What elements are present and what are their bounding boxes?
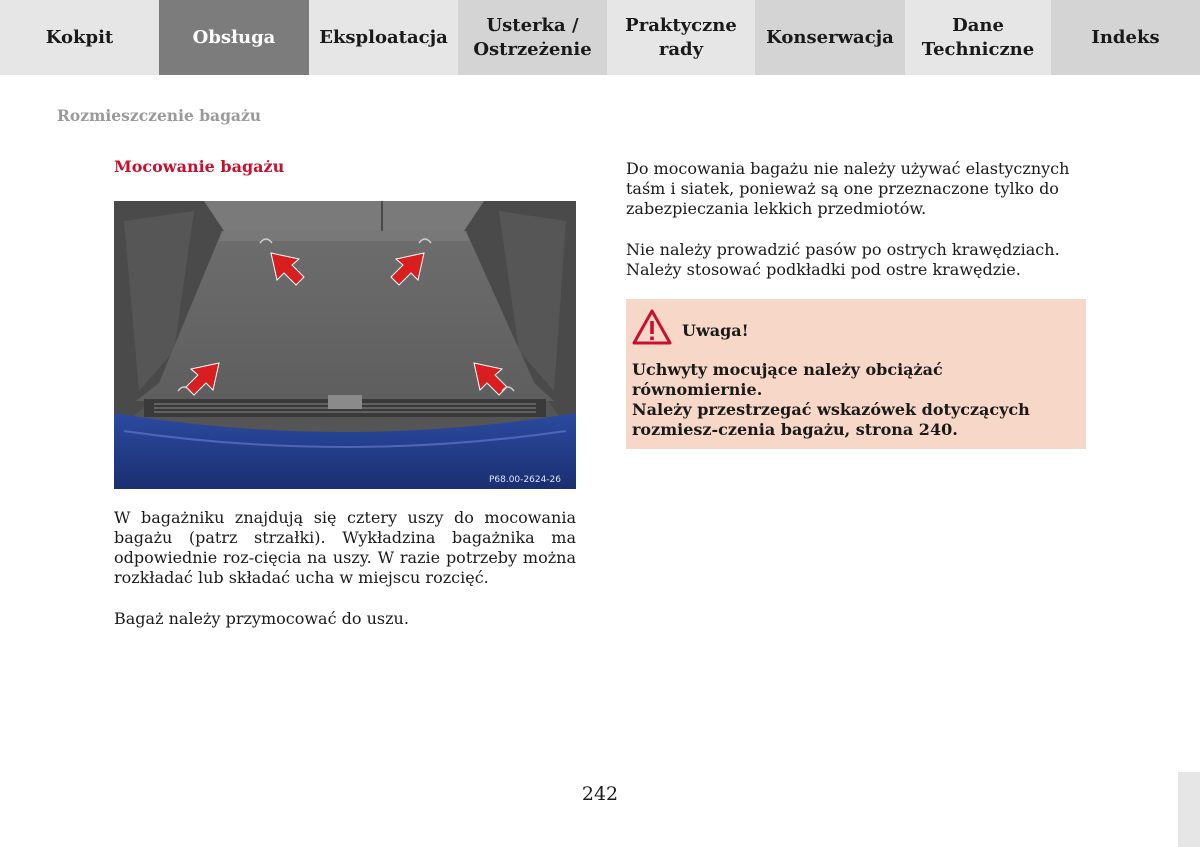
right-paragraph-2-line: Nie należy prowadzić pasów po ostrych krawędziach. bbox=[626, 240, 1060, 259]
tab-dane-techniczne[interactable] bbox=[905, 0, 1051, 75]
right-paragraph-2 bbox=[626, 240, 1088, 280]
chapter-nav bbox=[0, 0, 1200, 75]
tab-konserwacja[interactable] bbox=[755, 0, 905, 75]
tab-label-line: Dane bbox=[952, 14, 1004, 36]
tab-label: Indeks bbox=[1091, 26, 1160, 48]
tab-label-line: rady bbox=[658, 38, 704, 60]
subsection-heading: Mocowanie bagażu bbox=[114, 157, 285, 176]
section-title: Rozmieszczenie bagażu bbox=[57, 106, 262, 125]
warning-box bbox=[626, 299, 1086, 449]
tab-label: Konserwacja bbox=[766, 26, 894, 48]
tab-label-line: Ostrzeżenie bbox=[473, 38, 592, 60]
tab-label: Kokpit bbox=[45, 26, 114, 48]
right-paragraph-2-line: Należy stosować podkładki pod ostre krawędzie. bbox=[626, 260, 1021, 279]
tab-kokpit[interactable] bbox=[0, 0, 159, 75]
warning-title: Uwaga! bbox=[682, 321, 749, 340]
page-number: 242 bbox=[581, 783, 619, 805]
page-edge-tab bbox=[1178, 772, 1200, 847]
warning-line-2: Należy przestrzegać wskazówek dotyczących rozmiesz-czenia bagażu, strona 240. bbox=[632, 400, 1030, 439]
left-paragraph-2: Bagaż należy przymocować do uszu. bbox=[114, 609, 409, 628]
figure-code: P68.00-2624-26 bbox=[488, 475, 561, 485]
tab-label-line: Techniczne bbox=[921, 38, 1035, 60]
tab-obsluga[interactable] bbox=[159, 0, 309, 75]
left-paragraph-1: W bagażniku znajdują się cztery uszy do mocowania bagażu (patrz strzałki). Wykładzina bagażnika ma odpowiednie roz-cięcia na uszy. W razie potrzeby można rozkładać lub składać ucha w miejscu rozcięć. bbox=[114, 508, 576, 587]
right-paragraph-1: Do mocowania bagażu nie należy używać elastycznych taśm i siatek, ponieważ są one przeznaczone tylko do zabezpieczania lekkich przedmiotów. bbox=[626, 159, 1070, 218]
tab-praktyczne-rady[interactable] bbox=[607, 0, 755, 75]
tab-eksploatacja[interactable] bbox=[309, 0, 458, 75]
trunk-illustration bbox=[114, 201, 576, 489]
tab-usterka-ostrzezenie[interactable] bbox=[458, 0, 607, 75]
tab-label-line: Usterka / bbox=[486, 14, 579, 36]
warning-triangle-icon bbox=[632, 309, 672, 345]
warning-line-1: Uchwyty mocujące należy obciążać równomiernie. bbox=[632, 360, 943, 399]
tab-label: Obsługa bbox=[192, 26, 276, 48]
tab-label-line: Praktyczne bbox=[625, 14, 737, 36]
tab-indeks[interactable] bbox=[1051, 0, 1200, 75]
tab-label: Eksploatacja bbox=[319, 26, 448, 48]
